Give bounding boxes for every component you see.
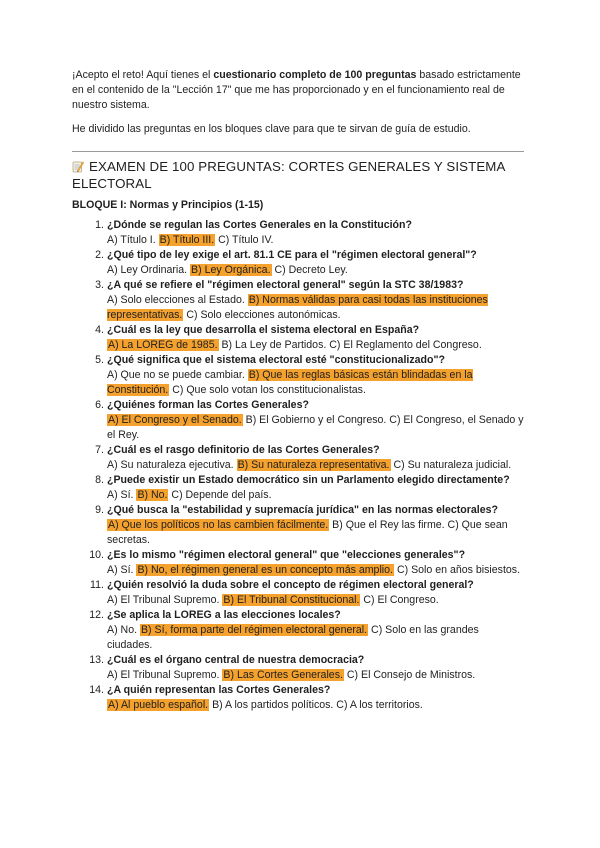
answer-text: A) Ley Ordinaria. [107, 264, 191, 276]
question-number: 6. [95, 399, 104, 411]
answer-options [107, 413, 524, 443]
question-number: 14. [89, 684, 104, 696]
answer-text: C) El Congreso. [360, 594, 439, 606]
answer-options [107, 518, 524, 548]
answer-text: C) Título IV. [215, 234, 274, 246]
highlighted-answer: B) No, el régimen general es un concepto más amplio. [137, 564, 393, 576]
question-text: ¿Cuál es la ley que desarrolla el sistema electoral en España? [107, 324, 420, 336]
question-item [72, 578, 524, 608]
exam-title [72, 158, 524, 192]
answer-text: A) Título I. [107, 234, 159, 246]
answer-text: B) A los partidos políticos. C) A los territorios. [209, 699, 423, 711]
answer-text: A) Sí. [107, 489, 137, 501]
question-number: 1. [95, 219, 104, 231]
question-item [72, 548, 524, 578]
exam-title-text: EXAMEN DE 100 PREGUNTAS: CORTES GENERALES Y SISTEMA ELECTORAL [72, 159, 505, 191]
answer-text: B) La Ley de Partidos. C) El Reglamento del Congreso. [218, 339, 482, 351]
answer-text: A) No. [107, 624, 140, 636]
question-text: ¿Quiénes forman las Cortes Generales? [107, 399, 309, 411]
question-number: 11. [90, 579, 104, 591]
intro-paragraph-2: He dividido las preguntas en los bloques clave para que te sirvan de guía de estudio. [72, 123, 471, 135]
answer-text: B) El Gobierno y el Congreso. C) El Congreso, el Senado y el Rey. [107, 414, 524, 441]
answer-options [107, 668, 524, 683]
question-number: 7. [95, 444, 104, 456]
question-item [72, 398, 524, 443]
question-number: 3. [95, 279, 104, 291]
answer-options [107, 263, 524, 278]
highlighted-answer: A) El Congreso y el Senado. [108, 414, 242, 426]
question-text: ¿Dónde se regulan las Cortes Generales en la Constitución? [107, 219, 412, 231]
highlighted-answer: A) Que los políticos no las cambien fácilmente. [108, 519, 329, 531]
highlighted-answer: B) Su naturaleza representativa. [237, 459, 390, 471]
question-number: 4. [95, 324, 104, 336]
answer-text: A) Sí. [107, 564, 137, 576]
question-text: ¿Qué busca la "estabilidad y supremacía jurídica" en las normas electorales? [107, 504, 498, 516]
highlighted-answer: A) La LOREG de 1985. [108, 339, 218, 351]
question-item [72, 653, 524, 683]
question-item [72, 323, 524, 353]
answer-text: B) Que el Rey las firme. C) Que sean secretas. [107, 519, 508, 546]
answer-text: C) Que solo votan los constitucionalistas. [169, 384, 366, 396]
question-item [72, 218, 524, 248]
question-number: 9. [95, 504, 104, 516]
intro-text: ¡Acepto el reto! Aquí tienes el [72, 69, 214, 81]
answer-options [107, 233, 524, 248]
intro-paragraph [72, 68, 524, 113]
question-text: ¿A qué se refiere el "régimen electoral general" según la STC 38/1983? [107, 279, 464, 291]
answer-options [107, 338, 524, 353]
highlighted-answer: A) Al pueblo español. [108, 699, 209, 711]
answer-text: A) Solo elecciones al Estado. [107, 294, 248, 306]
document-page [72, 68, 524, 713]
answer-text: A) Que no se puede cambiar. [107, 369, 248, 381]
answer-options [107, 563, 524, 578]
question-text: ¿Es lo mismo "régimen electoral general" que "elecciones generales"? [107, 549, 466, 561]
question-item [72, 683, 524, 713]
highlighted-answer: B) Sí, forma parte del régimen electoral general. [140, 624, 368, 636]
question-text: ¿Cuál es el rasgo definitorio de las Cortes Generales? [107, 444, 380, 456]
question-text: ¿Se aplica la LOREG a las elecciones locales? [107, 609, 341, 621]
answer-text: C) Depende del país. [168, 489, 272, 501]
intro-bold-text: cuestionario completo de 100 preguntas [213, 69, 417, 81]
answer-options [107, 488, 524, 503]
intro [72, 68, 524, 137]
block-title: BLOQUE I: Normas y Principios (1-15) [72, 199, 264, 211]
answer-text: C) Solo elecciones autonómicas. [183, 309, 341, 321]
question-number: 12. [89, 609, 104, 621]
question-item [72, 503, 524, 548]
highlighted-answer: B) Ley Orgánica. [191, 264, 271, 276]
question-text: ¿Qué tipo de ley exige el art. 81.1 CE para el "régimen electoral general"? [107, 249, 477, 261]
answer-options [107, 458, 524, 473]
memo-icon [72, 160, 84, 173]
question-text: ¿Quién resolvió la duda sobre el concepto de régimen electoral general? [107, 579, 474, 591]
highlighted-answer: B) El Tribunal Constitucional. [223, 594, 360, 606]
highlighted-answer: B) Normas válidas para casi todas las instituciones representativas. [107, 294, 488, 321]
answer-options [107, 368, 524, 398]
highlighted-answer: B) Título III. [159, 234, 215, 246]
divider [72, 151, 524, 152]
question-item [72, 248, 524, 278]
answer-options [107, 623, 524, 653]
answer-options [107, 593, 524, 608]
answer-text: C) Solo en años bisiestos. [394, 564, 521, 576]
question-text: ¿Qué significa que el sistema electoral esté "constitucionalizado"? [107, 354, 445, 366]
answer-text: A) Su naturaleza ejecutiva. [107, 459, 237, 471]
highlighted-answer: B) No. [137, 489, 168, 501]
question-item [72, 608, 524, 653]
answer-options [107, 293, 524, 323]
answer-text: C) Decreto Ley. [271, 264, 348, 276]
answer-text: C) Su naturaleza judicial. [390, 459, 512, 471]
intro-text-end: basado estrictamente en el contenido de la "Lección 17" que me has proporcionado y en el funcionamiento real de nuestro sistema. [72, 69, 521, 111]
answer-text: A) El Tribunal Supremo. [107, 594, 223, 606]
question-number: 8. [95, 474, 104, 486]
question-text: ¿A quién representan las Cortes Generales? [107, 684, 331, 696]
question-number: 10. [89, 549, 104, 561]
question-text: ¿Cuál es el órgano central de nuestra democracia? [107, 654, 365, 666]
question-item [72, 353, 524, 398]
answer-text: A) El Tribunal Supremo. [107, 669, 223, 681]
question-item [72, 278, 524, 323]
highlighted-answer: B) Que las reglas básicas están blindadas en la Constitución. [107, 369, 473, 396]
answer-text: C) El Consejo de Ministros. [343, 669, 476, 681]
answer-text: C) Solo en las grandes ciudades. [107, 624, 479, 651]
question-text: ¿Puede existir un Estado democrático sin un Parlamento elegido directamente? [107, 474, 510, 486]
answer-options [107, 698, 524, 713]
question-number: 13. [89, 654, 104, 666]
question-item [72, 443, 524, 473]
question-number: 2. [95, 249, 104, 261]
question-number: 5. [95, 354, 104, 366]
question-item [72, 473, 524, 503]
highlighted-answer: B) Las Cortes Generales. [223, 669, 343, 681]
question-list [72, 218, 524, 713]
